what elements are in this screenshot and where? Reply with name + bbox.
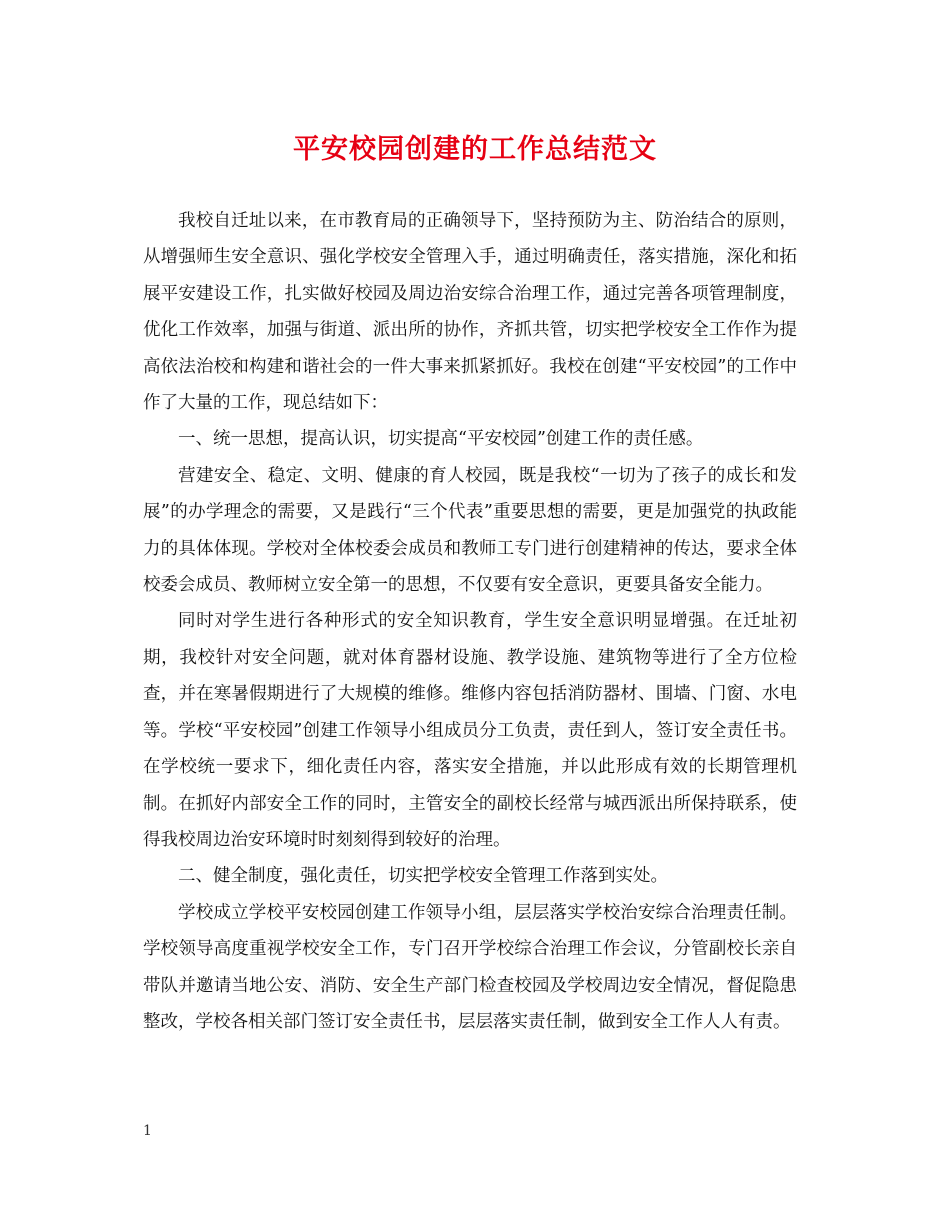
document-title: 平安校园创建的工作总结范文	[293, 134, 657, 165]
section-heading-1: 一、统一思想，提高认识，切实提高“平安校园”创建工作的责任感。	[178, 429, 704, 450]
paragraph-section-1a: 营建安全、稳定、文明、健康的育人校园，既是我校“一切为了孩子的成长和发展”的办学理念的需要，又是践行“三个代表”重要思想的需要，更是加强党的执政能力的具体体现。学校对全体校委会成员和教师工专门进行创建精神的传达，要求全体校委会成员、教师树立安全第一的思想，不仅要有安全意识，更要具备安全能力。	[143, 465, 797, 596]
paragraph-intro: 我校自迁址以来，在市教育局的正确领导下，坚持预防为主、防治结合的原则，从增强师生安全意识、强化学校安全管理入手，通过明确责任，落实措施，深化和拓展平安建设工作，扎实做好校园及周边治安综合治理工作，通过完善各项管理制度，优化工作效率，加强与街道、派出所的协作，齐抓共管，切实把学校安全工作作为提高依法治校和构建和谐社会的一件大事来抓紧抓好。我校在创建“平安校园”的工作中作了大量的工作，现总结如下：	[143, 211, 797, 414]
paragraph-section-1b: 同时对学生进行各种形式的安全知识教育，学生安全意识明显增强。在迁址初期，我校针对安全问题，就对体育器材设施、教学设施、建筑物等进行了全方位检查，并在寒暑假期进行了大规模的维修。维修内容包括消防器材、围墙、门窗、水电等。学校“平安校园”创建工作领导小组成员分工负责，责任到人，签订安全责任书。在学校统一要求下，细化责任内容，落实安全措施，并以此形成有效的长期管理机制。在抓好内部安全工作的同时，主管安全的副校长经常与城西派出所保持联系，使得我校周边治安环境时时刻刻得到较好的治理。	[143, 611, 797, 850]
paragraph-section-2a: 学校成立学校平安校园创建工作领导小组，层层落实学校治安综合治理责任制。学校领导高度重视学校安全工作，专门召开学校综合治理工作会议，分管副校长亲自带队并邀请当地公安、消防、安全生产部门检查校园及学校周边安全情况，督促隐患整改，学校各相关部门签订安全责任书，层层落实责任制，做到安全工作人人有责。	[143, 902, 797, 1032]
section-heading-2: 二、健全制度，强化责任，切实把学校安全管理工作落到实处。	[178, 866, 668, 887]
document-body	[143, 203, 797, 1040]
page-number: 1	[143, 1123, 152, 1139]
